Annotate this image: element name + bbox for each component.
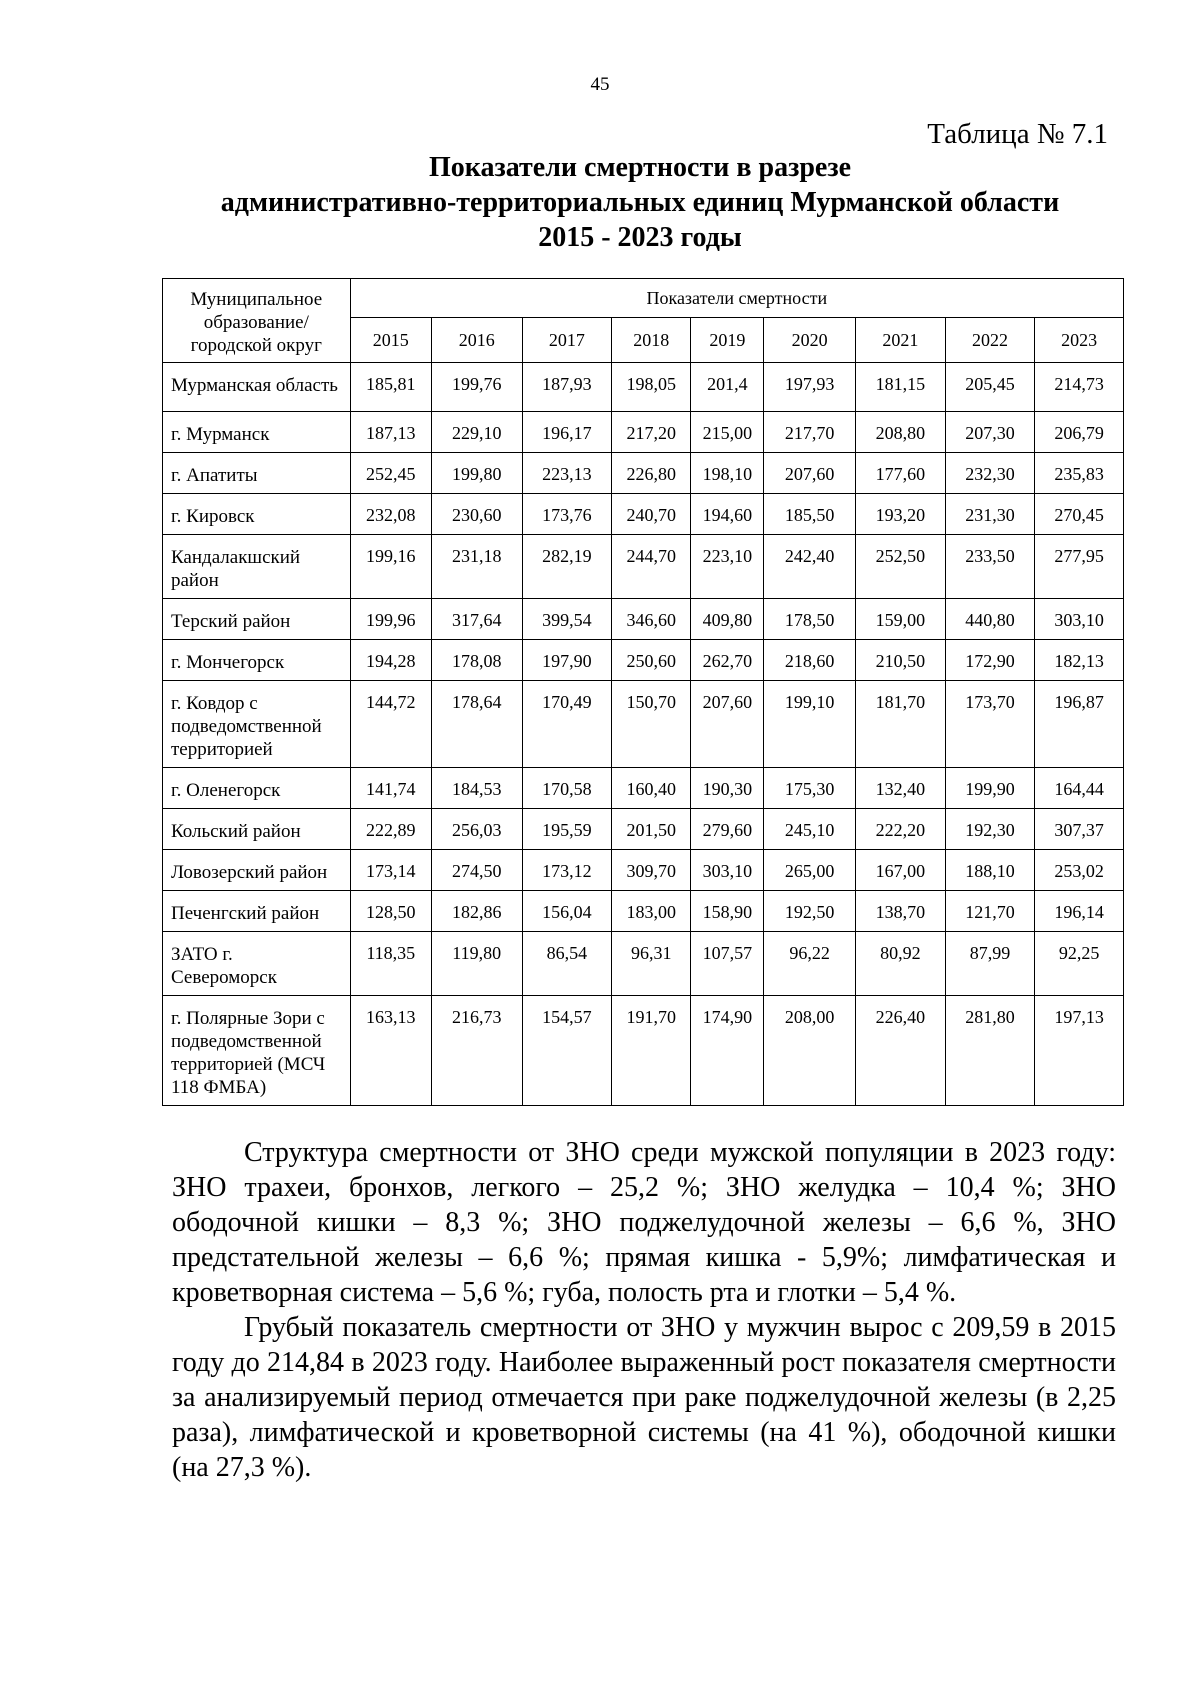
title-line-3: 2015 - 2023 годы (538, 222, 742, 253)
table-row (163, 412, 1124, 453)
municipality-name: Кольский район (163, 809, 351, 850)
mortality-value: 177,60 (856, 453, 946, 494)
mortality-value: 240,70 (612, 494, 691, 535)
mortality-value: 170,58 (522, 768, 612, 809)
table-row (163, 891, 1124, 932)
mortality-value: 440,80 (945, 599, 1035, 640)
mortality-value: 182,13 (1035, 640, 1124, 681)
mortality-value: 191,70 (612, 996, 691, 1106)
mortality-value: 230,60 (431, 494, 522, 535)
year-header: 2017 (522, 318, 612, 363)
table-row (163, 932, 1124, 996)
mortality-value: 409,80 (691, 599, 764, 640)
mortality-value: 201,4 (691, 363, 764, 412)
mortality-value: 206,79 (1035, 412, 1124, 453)
mortality-value: 164,44 (1035, 768, 1124, 809)
year-header: 2022 (945, 318, 1035, 363)
column-header-municipality: Муниципальное образование/ городской округ (163, 279, 351, 363)
mortality-value: 194,28 (350, 640, 431, 681)
mortality-value: 252,50 (856, 535, 946, 599)
mortality-value: 346,60 (612, 599, 691, 640)
paragraph-growth: Грубый показатель смертности от ЗНО у мужчин вырос с 209,59 в 2015 году до 214,84 в 2023 году. Наиболее выраженный рост показателя смертности за анализируемый период отмечается при раке поджелудочной железы (в 2,25 раза), лимфатической и кроветворной системы (на 41 %), ободочной кишки (на 27,3 %). (172, 1312, 1116, 1483)
mortality-value: 199,96 (350, 599, 431, 640)
mortality-value: 207,60 (691, 681, 764, 768)
title-line-2: административно-территориальных единиц Мурманской области (220, 187, 1060, 218)
mortality-value: 196,14 (1035, 891, 1124, 932)
municipality-name: г. Мурманск (163, 412, 351, 453)
mortality-value: 207,60 (764, 453, 856, 494)
mortality-value: 170,49 (522, 681, 612, 768)
mortality-value: 279,60 (691, 809, 764, 850)
mortality-value: 303,10 (1035, 599, 1124, 640)
mortality-value: 173,14 (350, 850, 431, 891)
mortality-value: 215,00 (691, 412, 764, 453)
mortality-value: 198,10 (691, 453, 764, 494)
municipality-name: г. Мончегорск (163, 640, 351, 681)
mortality-value: 281,80 (945, 996, 1035, 1106)
page-number: 45 (590, 74, 610, 95)
mortality-value: 192,50 (764, 891, 856, 932)
mortality-value: 199,90 (945, 768, 1035, 809)
mortality-value: 188,10 (945, 850, 1035, 891)
mortality-value: 245,10 (764, 809, 856, 850)
mortality-value: 208,00 (764, 996, 856, 1106)
mortality-value: 277,95 (1035, 535, 1124, 599)
mortality-value: 205,45 (945, 363, 1035, 412)
mortality-value: 199,16 (350, 535, 431, 599)
paragraph-structure: Структура смертности от ЗНО среди мужской популяции в 2023 году: ЗНО трахеи, бронхов, легкого – 25,2 %; ЗНО желудка – 10,4 %; ЗНО ободочной кишки – 8,3 %; ЗНО поджелудочной железы – 6,6 %, ЗНО предстательной железы – 6,6 %; прямая кишка - 5,9%; лимфатическая и кроветворная система – 5,6 %; губа, полость рта и глотки – 5,4 %. (172, 1137, 1116, 1308)
year-header: 2023 (1035, 318, 1124, 363)
mortality-value: 216,73 (431, 996, 522, 1106)
mortality-value: 96,31 (612, 932, 691, 996)
mortality-value: 121,70 (945, 891, 1035, 932)
table-title (160, 150, 1120, 255)
municipality-name: г. Оленегорск (163, 768, 351, 809)
mortality-value: 193,20 (856, 494, 946, 535)
mortality-value: 190,30 (691, 768, 764, 809)
mortality-value: 262,70 (691, 640, 764, 681)
mortality-value: 144,72 (350, 681, 431, 768)
mortality-value: 158,90 (691, 891, 764, 932)
mortality-value: 181,70 (856, 681, 946, 768)
table-row (163, 453, 1124, 494)
mortality-value: 207,30 (945, 412, 1035, 453)
title-line-1: Показатели смертности в разрезе (429, 152, 851, 183)
mortality-value: 265,00 (764, 850, 856, 891)
table-row (163, 681, 1124, 768)
mortality-value: 197,93 (764, 363, 856, 412)
mortality-value: 218,60 (764, 640, 856, 681)
mortality-value: 141,74 (350, 768, 431, 809)
municipality-name: ЗАТО г. Североморск (163, 932, 351, 996)
year-header: 2019 (691, 318, 764, 363)
municipality-name: Кандалакшский район (163, 535, 351, 599)
mortality-value: 199,10 (764, 681, 856, 768)
year-header: 2020 (764, 318, 856, 363)
mortality-value: 197,13 (1035, 996, 1124, 1106)
table-body (163, 363, 1124, 1106)
mortality-value: 118,35 (350, 932, 431, 996)
mortality-value: 222,20 (856, 809, 946, 850)
mortality-value: 196,17 (522, 412, 612, 453)
mortality-value: 86,54 (522, 932, 612, 996)
table-row (163, 535, 1124, 599)
mortality-value: 223,13 (522, 453, 612, 494)
mortality-value: 217,70 (764, 412, 856, 453)
mortality-value: 181,15 (856, 363, 946, 412)
mortality-value: 244,70 (612, 535, 691, 599)
mortality-value: 309,70 (612, 850, 691, 891)
table-row (163, 494, 1124, 535)
mortality-value: 96,22 (764, 932, 856, 996)
table-row (163, 640, 1124, 681)
year-header: 2015 (350, 318, 431, 363)
mortality-value: 231,30 (945, 494, 1035, 535)
mortality-value: 175,30 (764, 768, 856, 809)
mortality-value: 178,64 (431, 681, 522, 768)
mortality-value: 173,76 (522, 494, 612, 535)
mortality-value: 156,04 (522, 891, 612, 932)
mortality-value: 270,45 (1035, 494, 1124, 535)
mortality-value: 252,45 (350, 453, 431, 494)
mortality-value: 223,10 (691, 535, 764, 599)
mortality-value: 235,83 (1035, 453, 1124, 494)
mortality-value: 92,25 (1035, 932, 1124, 996)
mortality-value: 107,57 (691, 932, 764, 996)
municipality-name: г. Полярные Зори с подведомственной территорией (МСЧ 118 ФМБА) (163, 996, 351, 1106)
table-row (163, 850, 1124, 891)
year-header: 2018 (612, 318, 691, 363)
mortality-value: 174,90 (691, 996, 764, 1106)
mortality-value: 173,70 (945, 681, 1035, 768)
table-row (163, 363, 1124, 412)
mortality-value: 217,20 (612, 412, 691, 453)
column-group-header: Показатели смертности (350, 279, 1123, 318)
mortality-value: 201,50 (612, 809, 691, 850)
mortality-value: 178,50 (764, 599, 856, 640)
mortality-value: 226,40 (856, 996, 946, 1106)
mortality-value: 187,93 (522, 363, 612, 412)
table-row (163, 599, 1124, 640)
mortality-value: 178,08 (431, 640, 522, 681)
mortality-value: 253,02 (1035, 850, 1124, 891)
mortality-value: 199,76 (431, 363, 522, 412)
mortality-value: 208,80 (856, 412, 946, 453)
mortality-value: 256,03 (431, 809, 522, 850)
mortality-value: 232,08 (350, 494, 431, 535)
mortality-value: 214,73 (1035, 363, 1124, 412)
mortality-value: 132,40 (856, 768, 946, 809)
mortality-value: 210,50 (856, 640, 946, 681)
table-row (163, 996, 1124, 1106)
mortality-value: 250,60 (612, 640, 691, 681)
municipality-name: Терский район (163, 599, 351, 640)
municipality-name: г. Кировск (163, 494, 351, 535)
mortality-value: 229,10 (431, 412, 522, 453)
mortality-value: 185,50 (764, 494, 856, 535)
table-row (163, 809, 1124, 850)
year-header: 2021 (856, 318, 946, 363)
mortality-value: 242,40 (764, 535, 856, 599)
mortality-value: 232,30 (945, 453, 1035, 494)
mortality-value: 80,92 (856, 932, 946, 996)
mortality-value: 173,12 (522, 850, 612, 891)
mortality-value: 282,19 (522, 535, 612, 599)
table-row (163, 768, 1124, 809)
mortality-value: 195,59 (522, 809, 612, 850)
mortality-value: 233,50 (945, 535, 1035, 599)
table-label: Таблица № 7.1 (927, 118, 1108, 150)
mortality-value: 128,50 (350, 891, 431, 932)
mortality-value: 160,40 (612, 768, 691, 809)
mortality-value: 192,30 (945, 809, 1035, 850)
mortality-value: 163,13 (350, 996, 431, 1106)
mortality-value: 317,64 (431, 599, 522, 640)
mortality-value: 183,00 (612, 891, 691, 932)
mortality-value: 187,13 (350, 412, 431, 453)
mortality-value: 199,80 (431, 453, 522, 494)
mortality-value: 194,60 (691, 494, 764, 535)
mortality-value: 222,89 (350, 809, 431, 850)
mortality-value: 231,18 (431, 535, 522, 599)
mortality-value: 167,00 (856, 850, 946, 891)
municipality-name: Печенгский район (163, 891, 351, 932)
mortality-value: 274,50 (431, 850, 522, 891)
municipality-name: г. Ковдор с подведомственной территорией (163, 681, 351, 768)
mortality-value: 196,87 (1035, 681, 1124, 768)
municipality-name: Ловозерский район (163, 850, 351, 891)
mortality-value: 184,53 (431, 768, 522, 809)
mortality-value: 119,80 (431, 932, 522, 996)
municipality-name: Мурманская область (163, 363, 351, 412)
mortality-value: 226,80 (612, 453, 691, 494)
municipality-name: г. Апатиты (163, 453, 351, 494)
mortality-value: 197,90 (522, 640, 612, 681)
year-header: 2016 (431, 318, 522, 363)
mortality-value: 154,57 (522, 996, 612, 1106)
mortality-value: 138,70 (856, 891, 946, 932)
mortality-value: 198,05 (612, 363, 691, 412)
mortality-value: 185,81 (350, 363, 431, 412)
mortality-value: 159,00 (856, 599, 946, 640)
mortality-table (162, 278, 1124, 1106)
body-text (172, 1135, 1116, 1485)
mortality-value: 182,86 (431, 891, 522, 932)
mortality-value: 172,90 (945, 640, 1035, 681)
mortality-value: 307,37 (1035, 809, 1124, 850)
mortality-value: 303,10 (691, 850, 764, 891)
mortality-value: 399,54 (522, 599, 612, 640)
mortality-value: 150,70 (612, 681, 691, 768)
mortality-value: 87,99 (945, 932, 1035, 996)
